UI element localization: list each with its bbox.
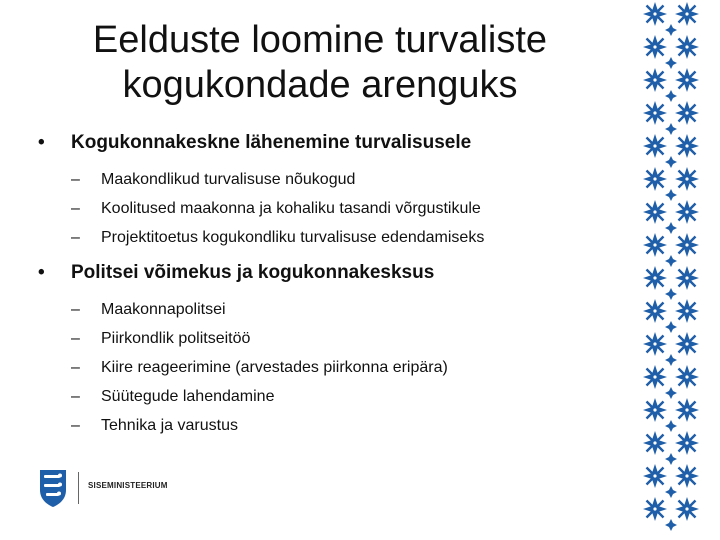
logo-text: SISEMINISTEERIUM [88,481,168,490]
list-item-text: Süütegude lahendamine [101,388,275,405]
slide-title [30,18,610,108]
dash-marker: – [71,388,80,405]
bullet-heading-text: Politsei võimekus ja kogukonnakesksus [71,262,435,283]
list-item [71,223,628,252]
slide-title-line-2: kogukondade arenguks [122,64,518,106]
list-item-text: Kiire reageerimine (arvestades piirkonna eripära) [101,359,448,376]
ministry-logo [38,468,198,508]
dash-marker: – [71,301,80,318]
list-item [71,411,628,440]
dash-marker: – [71,200,80,217]
sub-list-2 [71,295,628,440]
dash-marker: – [71,171,80,188]
list-item-text: Maakondlikud turvalisuse nõukogud [101,171,356,188]
list-item [71,382,628,411]
three-lions-crest-icon [38,468,68,508]
dash-marker: – [71,229,80,246]
dash-marker: – [71,330,80,347]
bullet-marker: • [38,132,45,153]
logo-divider [78,472,79,504]
dash-marker: – [71,417,80,434]
bullet-marker: • [38,262,45,283]
estonian-star-ornament-icon [636,0,706,540]
list-item [71,165,628,194]
list-item-text: Tehnika ja varustus [101,417,238,434]
list-item [71,295,628,324]
bullet-heading-1 [38,130,628,156]
list-item [71,194,628,223]
bullet-heading-2 [38,260,628,286]
bullet-heading-text: Kogukonnakeskne lähenemine turvalisusele [71,132,472,153]
list-item-text: Maakonnapolitsei [101,301,226,318]
dash-marker: – [71,359,80,376]
list-item-text: Koolitused maakonna ja kohaliku tasandi võrgustikule [101,200,481,217]
list-item [71,324,628,353]
slide-title-line-1: Eelduste loomine turvaliste [92,19,548,61]
list-item [71,353,628,382]
sub-list-1 [71,165,628,252]
list-item-text: Projektitoetus kogukondliku turvalisuse edendamiseks [101,229,485,246]
bullet-list [38,130,628,440]
list-item-text: Piirkondlik politseitöö [101,330,251,347]
